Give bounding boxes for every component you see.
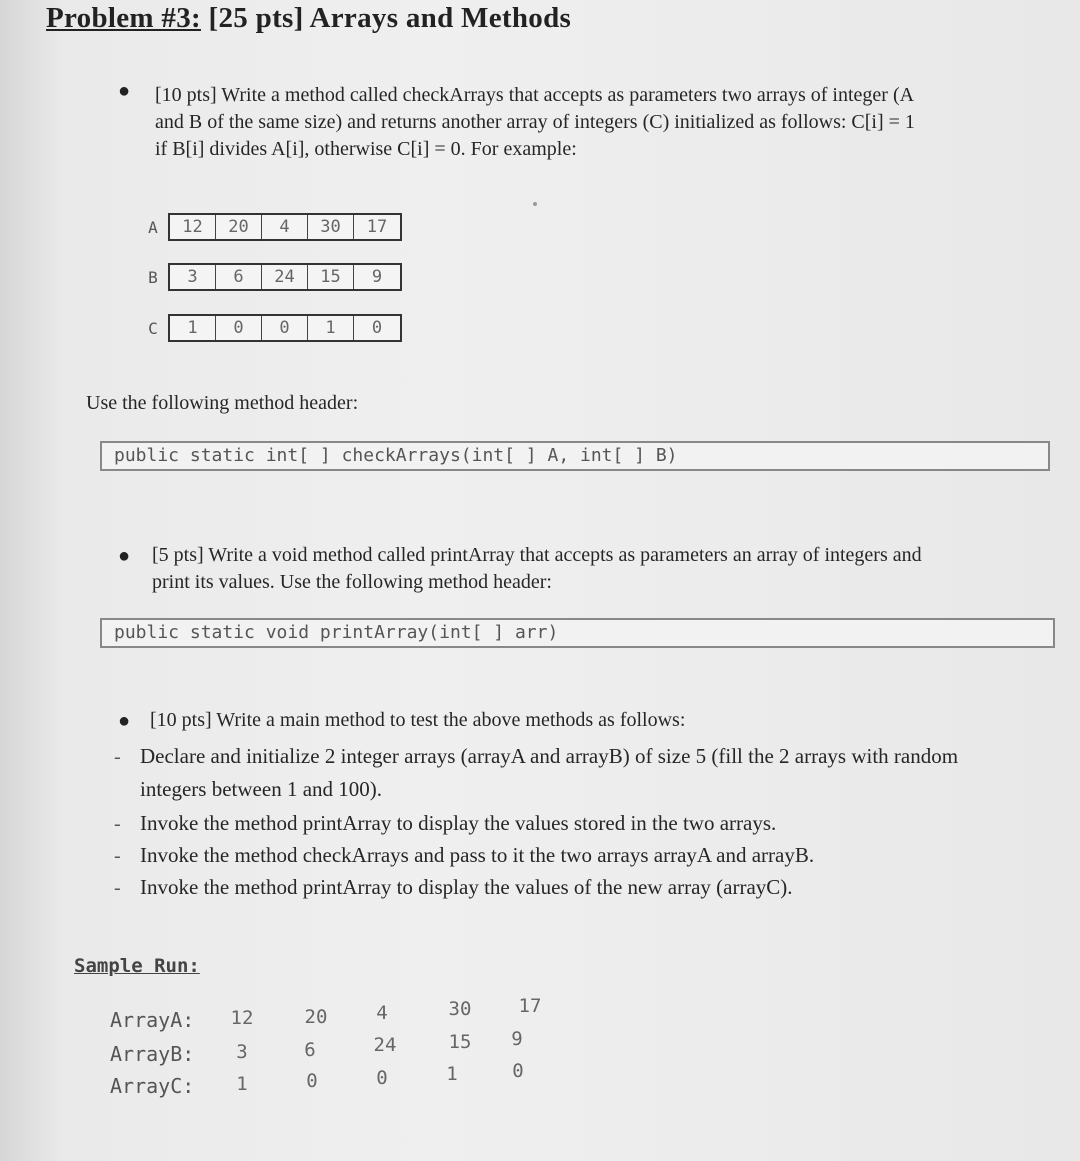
array-cell: 9 — [371, 267, 383, 287]
header-intro-text: Use the following method header: — [86, 392, 359, 414]
array-c-diagram — [138, 315, 402, 341]
array-label: B — [148, 267, 158, 287]
array-a-diagram — [138, 214, 402, 240]
run-value: 6 — [304, 1039, 316, 1061]
array-cell: 12 — [170, 215, 216, 239]
array-cell: 1 — [170, 316, 216, 340]
run-value: 20 — [304, 1006, 328, 1028]
array-cell: 1 — [308, 316, 354, 340]
dash-marker: - — [114, 877, 121, 899]
run-label-array-c: ArrayC: — [110, 1074, 195, 1098]
dash-marker: - — [114, 746, 121, 768]
run-value: 1 — [236, 1073, 248, 1095]
run-value: 17 — [518, 995, 542, 1017]
problem-title — [46, 2, 571, 35]
problem-title-rest: [25 pts] Arrays and Methods — [200, 2, 572, 34]
part3-intro: [10 pts] Write a main method to test the above methods as follows: — [150, 709, 686, 731]
part3-step-3: Invoke the method checkArrays and pass to it the two arrays arrayA and arrayB. — [140, 843, 815, 867]
dash-marker: - — [114, 845, 121, 867]
sample-run-title: Sample Run: — [74, 955, 200, 977]
part3-step-1-line-1: Declare and initialize 2 integer arrays (arrayA and arrayB) of size 5 (fill the 2 arrays with random — [140, 744, 959, 768]
printarray-header-code: public static void printArray(int[ ] arr) — [100, 618, 1055, 648]
bullet-part3: ● — [118, 710, 131, 732]
array-label: C — [148, 318, 158, 338]
part1-line-3: if B[i] divides A[i], otherwise C[i] = 0. For example: — [155, 138, 577, 160]
run-label-array-a: ArrayA: — [110, 1008, 195, 1032]
array-cells — [168, 263, 402, 291]
part1-line-2: and B of the same size) and returns another array of integers (C) initialized as follows: C[i] = 1 — [155, 111, 915, 133]
array-cells — [168, 213, 402, 241]
part1-line-1: [10 pts] Write a method called checkArrays that accepts as parameters two arrays of integer (A — [155, 84, 915, 106]
run-value: 3 — [236, 1041, 248, 1063]
array-cell: 15 — [308, 265, 354, 289]
run-value: 0 — [376, 1067, 388, 1089]
stray-dot — [533, 202, 537, 206]
bullet-part1: ● — [118, 80, 131, 102]
checkarrays-header-code: public static int[ ] checkArrays(int[ ] A, int[ ] B) — [100, 441, 1050, 471]
run-value: 0 — [512, 1060, 524, 1082]
run-value: 9 — [511, 1028, 523, 1050]
problem-number: Problem #3: — [46, 2, 201, 34]
part2-line-2: print its values. Use the following method header: — [152, 571, 552, 593]
run-value: 12 — [230, 1007, 254, 1029]
run-label-array-b: ArrayB: — [110, 1042, 195, 1066]
array-cell: 0 — [371, 318, 383, 338]
run-value: 1 — [446, 1063, 458, 1085]
array-label: A — [148, 217, 158, 237]
part3-step-2: Invoke the method printArray to display the values stored in the two arrays. — [140, 811, 777, 835]
array-cell: 20 — [216, 215, 262, 239]
array-cells — [168, 314, 402, 342]
array-cell: 4 — [262, 215, 308, 239]
array-b-diagram — [138, 264, 402, 290]
array-cell: 17 — [366, 217, 388, 237]
run-value: 24 — [373, 1034, 397, 1056]
part3-step-1-line-2: integers between 1 and 100). — [140, 777, 383, 801]
bullet-part2: ● — [118, 545, 131, 567]
array-cell: 30 — [308, 215, 354, 239]
array-cell: 3 — [170, 265, 216, 289]
array-cell: 0 — [262, 316, 308, 340]
run-value: 4 — [376, 1002, 388, 1024]
run-value: 0 — [306, 1070, 318, 1092]
part2-line-1: [5 pts] Write a void method called printArray that accepts as parameters an array of integers and — [152, 544, 922, 566]
array-cell: 6 — [216, 265, 262, 289]
run-value: 15 — [448, 1031, 472, 1053]
array-cell: 0 — [216, 316, 262, 340]
array-cell: 24 — [262, 265, 308, 289]
run-value: 30 — [448, 998, 472, 1020]
part3-step-4: Invoke the method printArray to display the values of the new array (arrayC). — [140, 875, 793, 899]
dash-marker: - — [114, 813, 121, 835]
